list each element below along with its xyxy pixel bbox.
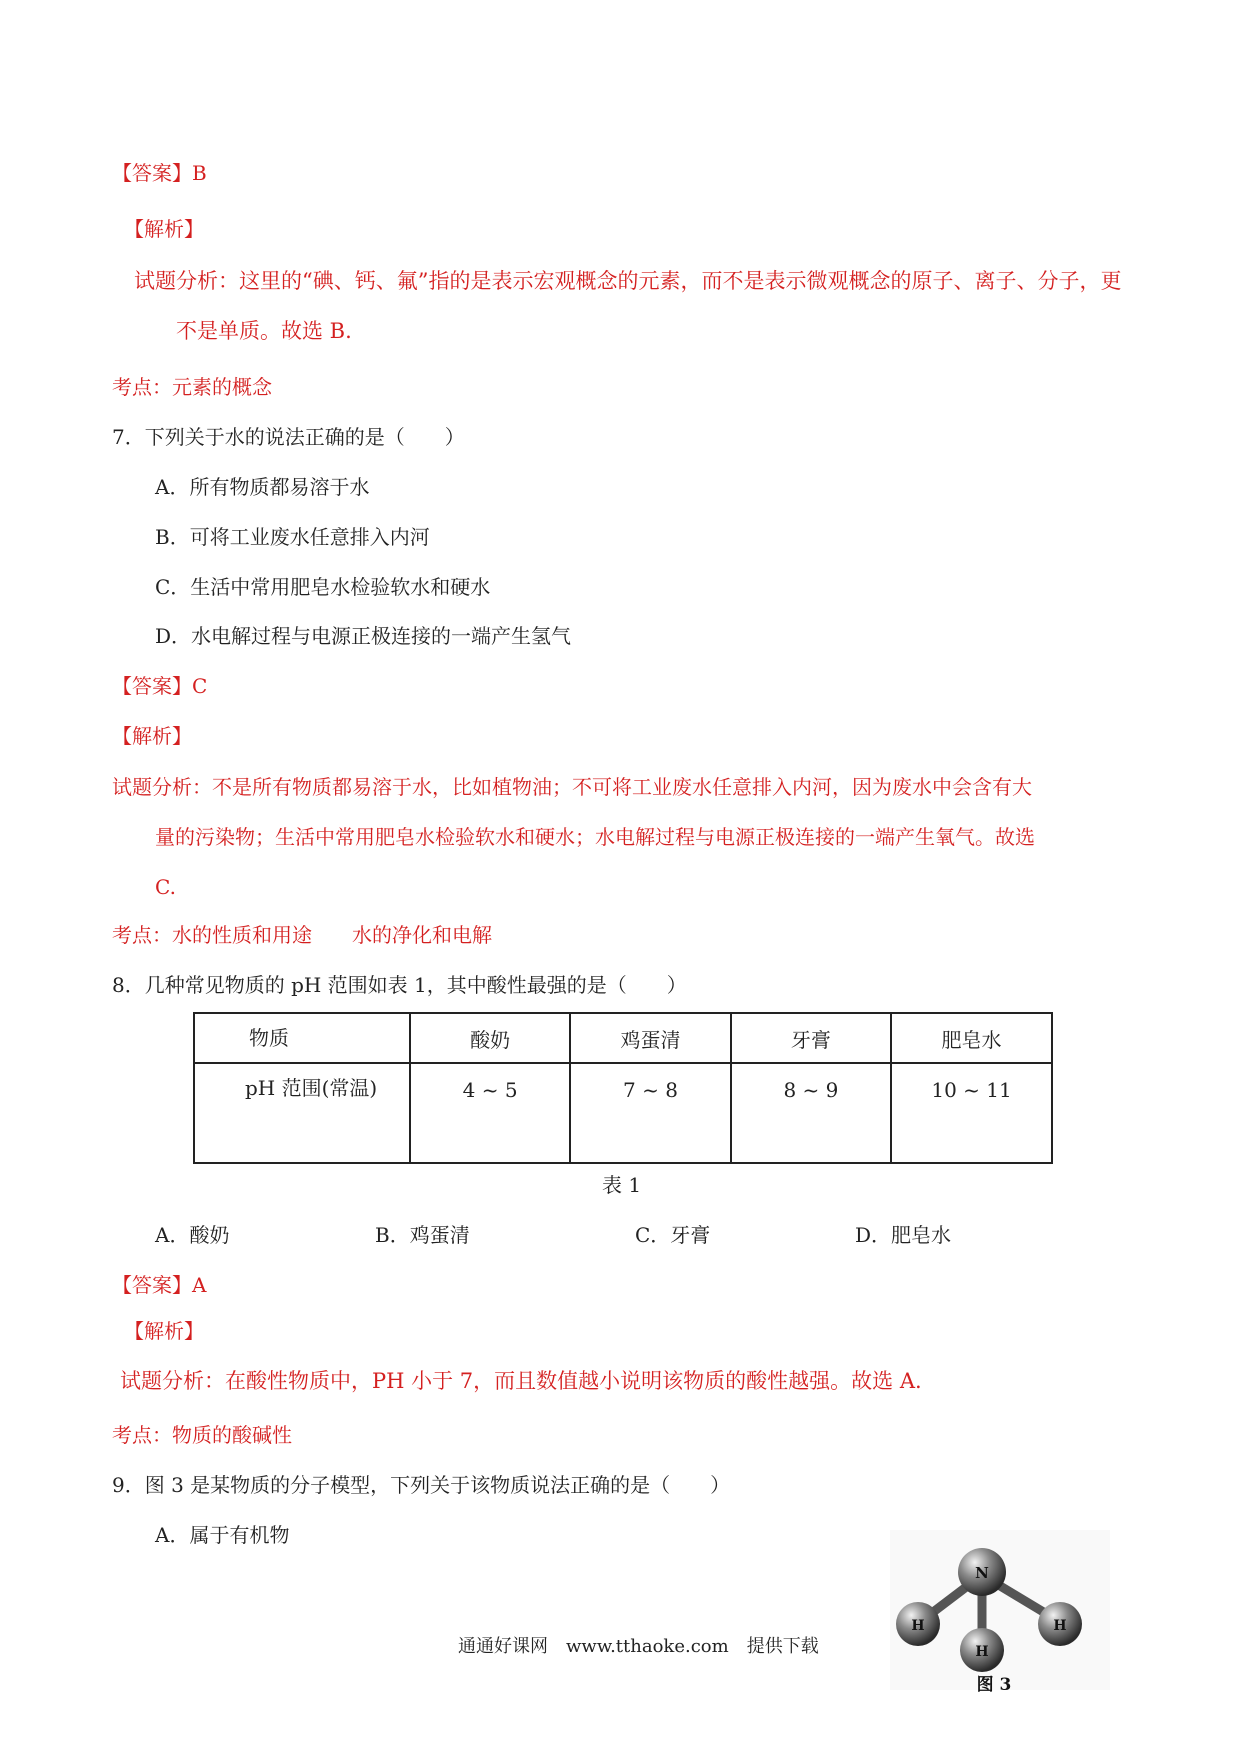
q6-answer: 【答案】B bbox=[112, 161, 207, 185]
q8-analysis-line1: 试题分析：在酸性物质中，PH 小于 7，而且数值越小说明该物质的酸性越强。故选 A. bbox=[120, 1369, 922, 1393]
table-row-label: pH 范围(常温) bbox=[194, 1063, 410, 1163]
q6-analysis-line1: 试题分析：这里的“碘、钙、氟”指的是表示宏观概念的元素，而不是表示微观概念的原子、离子、分子，更 bbox=[134, 269, 1122, 293]
table-header-cell: 肥皂水 bbox=[891, 1013, 1052, 1063]
table-header-cell: 牙膏 bbox=[731, 1013, 891, 1063]
atom-label: H bbox=[975, 1644, 989, 1660]
table-cell: 7 ~ 8 bbox=[570, 1063, 730, 1163]
table-header-cell: 鸡蛋清 bbox=[570, 1013, 730, 1063]
q9-stem: 9．图 3 是某物质的分子模型，下列关于该物质说法正确的是（ ） bbox=[112, 1473, 731, 1497]
q7-analysis-line1: 试题分析：不是所有物质都易溶于水，比如植物油；不可将工业废水任意排入内河，因为废水中会含有大 bbox=[112, 775, 1032, 799]
q6-kaodian: 考点：元素的概念 bbox=[112, 375, 272, 399]
q8-analysis-label: 【解析】 bbox=[124, 1319, 204, 1343]
q6-analysis-line2: 不是单质。故选 B. bbox=[176, 319, 352, 343]
table-header-cell: 酸奶 bbox=[410, 1013, 570, 1063]
molecule-figure bbox=[890, 1530, 1110, 1700]
q7-analysis-line2: 量的污染物；生活中常用肥皂水检验软水和硬水；水电解过程与电源正极连接的一端产生氧气。故选 bbox=[155, 825, 1035, 849]
q8-kaodian: 考点：物质的酸碱性 bbox=[112, 1423, 292, 1447]
q7-option-c: C．生活中常用肥皂水检验软水和硬水 bbox=[155, 575, 491, 599]
atom-label: N bbox=[975, 1564, 989, 1582]
q6-analysis-label: 【解析】 bbox=[124, 217, 204, 241]
q9-option-a: A．属于有机物 bbox=[155, 1523, 290, 1547]
figure-caption: 图 3 bbox=[976, 1675, 1012, 1695]
ammonia-molecule-icon bbox=[890, 1530, 1110, 1700]
table-cell: 10 ~ 11 bbox=[891, 1063, 1052, 1163]
page-footer: 通通好课网 www.tthaoke.com 提供下载 bbox=[458, 1636, 819, 1657]
table-header-row bbox=[194, 1013, 1052, 1063]
q7-analysis-label: 【解析】 bbox=[112, 724, 192, 748]
table-header-cell: 物质 bbox=[194, 1013, 410, 1063]
q7-stem: 7．下列关于水的说法正确的是（ ） bbox=[112, 425, 465, 449]
table-row bbox=[194, 1063, 1052, 1163]
q8-option-b: B．鸡蛋清 bbox=[375, 1223, 470, 1247]
table-cell: 4 ~ 5 bbox=[410, 1063, 570, 1163]
q7-analysis-line3: C. bbox=[155, 875, 176, 899]
q7-option-b: B．可将工业废水任意排入内河 bbox=[155, 525, 430, 549]
q8-option-a: A．酸奶 bbox=[155, 1223, 230, 1247]
ph-table bbox=[193, 1012, 1053, 1164]
q7-kaodian: 考点：水的性质和用途 水的净化和电解 bbox=[112, 923, 492, 947]
q7-option-a: A．所有物质都易溶于水 bbox=[155, 475, 370, 499]
atom-label: H bbox=[911, 1618, 925, 1634]
q8-option-c: C．牙膏 bbox=[635, 1223, 711, 1247]
q8-stem: 8．几种常见物质的 pH 范围如表 1，其中酸性最强的是（ ） bbox=[112, 973, 687, 997]
q7-option-d: D．水电解过程与电源正极连接的一端产生氢气 bbox=[155, 624, 572, 648]
table-caption: 表 1 bbox=[602, 1173, 642, 1197]
atom-label: H bbox=[1053, 1618, 1067, 1634]
q8-option-d: D．肥皂水 bbox=[855, 1223, 952, 1247]
q7-answer: 【答案】C bbox=[112, 674, 208, 698]
table-cell: 8 ~ 9 bbox=[731, 1063, 891, 1163]
q8-answer: 【答案】A bbox=[112, 1273, 207, 1297]
